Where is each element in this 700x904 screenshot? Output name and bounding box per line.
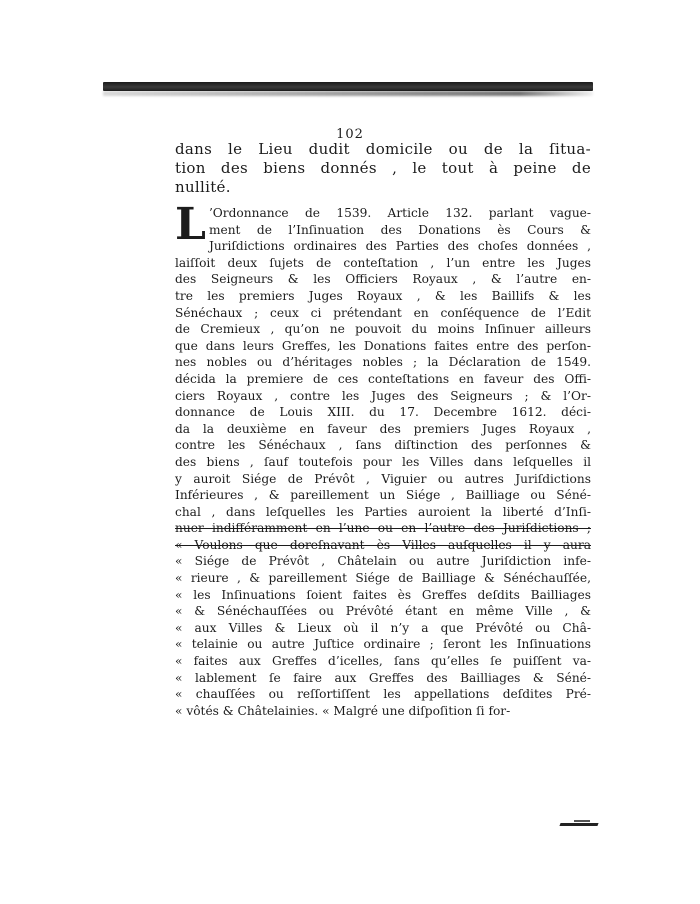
text-line: ’Ordonnance de 1539. Article 132. parlant vague- (208, 206, 591, 220)
text-line: ciers Royaux , contre les Juges des Seigneurs ; & l’Or- (175, 388, 591, 403)
text-line: chal , dans leſquelles les Parties auroient la liberté d’Inſi- (175, 504, 591, 519)
struck-text-line: nuer indifféramment en l’une ou en l’autre des Juriſdictions ; (175, 521, 591, 536)
text-column (175, 140, 591, 719)
continued-paragraph (175, 140, 591, 197)
text-line: da la deuxième en faveur des premiers Juges Royaux , (175, 421, 591, 436)
text-line: laiſſoit deux ſujets de conteſtation , l’un entre les Juges (175, 255, 591, 270)
text-line: Juriſdictions ordinaires des Parties des choſes données , (208, 239, 591, 254)
struck-text-line: « Voulons que doreſnavant ès Villes auſquelles il y aura (175, 537, 591, 552)
text-line: de Cremieux , qu’on ne pouvoit du moins Inſinuer ailleurs (175, 322, 591, 337)
text-line: décida la premiere de ces conteſtations en faveur des Offi- (175, 371, 591, 386)
text-line: nullité. (175, 178, 231, 196)
text-line: donnance de Louis XIII. du 17. Decembre 1612. déci- (175, 405, 591, 420)
page-number: 102 (336, 127, 364, 142)
top-rule-smudge (103, 91, 593, 96)
text-line: tre les premiers Juges Royaux , & les Baillifs & les (175, 288, 591, 303)
text-line: « aux Villes & Lieux où il n’y a que Prévôté ou Châ- (175, 620, 591, 635)
text-line: « vôtés & Châtelainies. « Malgré une diſpoſition ſi for- (175, 703, 511, 718)
text-line: dans le Lieu dudit domicile ou de la ſitua- (175, 140, 591, 158)
text-line: « Siége de Prévôt , Châtelain ou autre Juriſdiction infe- (175, 554, 591, 569)
text-line: « telainie ou autre Juſtice ordinaire ; ſeront les Inſinuations (175, 637, 591, 652)
text-line: contre les Sénéchaux , ſans diſtinction des perſonnes & (175, 438, 591, 453)
text-line: « chauſſées ou reſſortiſſent les appellations deſdites Pré- (175, 687, 591, 702)
text-line: y auroit Siége de Prévôt , Viguier ou autres Juriſdictions (175, 471, 591, 486)
drop-cap-initial: L (175, 199, 206, 250)
text-line: des biens , ſauf toutefois pour les Villes dans leſquelles il (175, 454, 591, 469)
text-line: « faites aux Greffes d’icelles, ſans qu’elles ſe puiſſent va- (175, 654, 591, 669)
edge-ink-mark (559, 823, 598, 826)
text-line: que dans leurs Greffes, les Donations faites entre des perſon- (175, 338, 591, 353)
text-line: « rieure , & pareillement Siége de Bailliage & Sénéchauſſée, (175, 571, 591, 586)
text-line: « lablement ſe faire aux Greffes des Bailliages & Séné- (175, 670, 591, 685)
top-printed-rule (103, 82, 593, 91)
main-paragraph (175, 199, 591, 719)
text-line: « les Inſinuations ſoient faites ès Greffes deſdits Bailliages (175, 587, 591, 602)
text-line: tion des biens donnés , le tout à peine de (175, 159, 591, 177)
text-line: ment de l’Inſinuation des Donations ès Cours & (208, 222, 591, 237)
text-line: Sénéchaux ; ceux ci prétendant en conſéquence de l’Edit (175, 305, 591, 320)
edge-ink-mark (574, 820, 590, 822)
text-line: « & Sénéchauſſées ou Prévôté étant en même Ville , & (175, 604, 591, 619)
text-line: des Seigneurs & les Officiers Royaux , & l’autre en- (175, 272, 591, 287)
text-line: nes nobles ou d’héritages nobles ; la Déclaration de 1549. (175, 355, 591, 370)
text-line: Inférieures , & pareillement un Siége , Bailliage ou Séné- (175, 488, 591, 503)
